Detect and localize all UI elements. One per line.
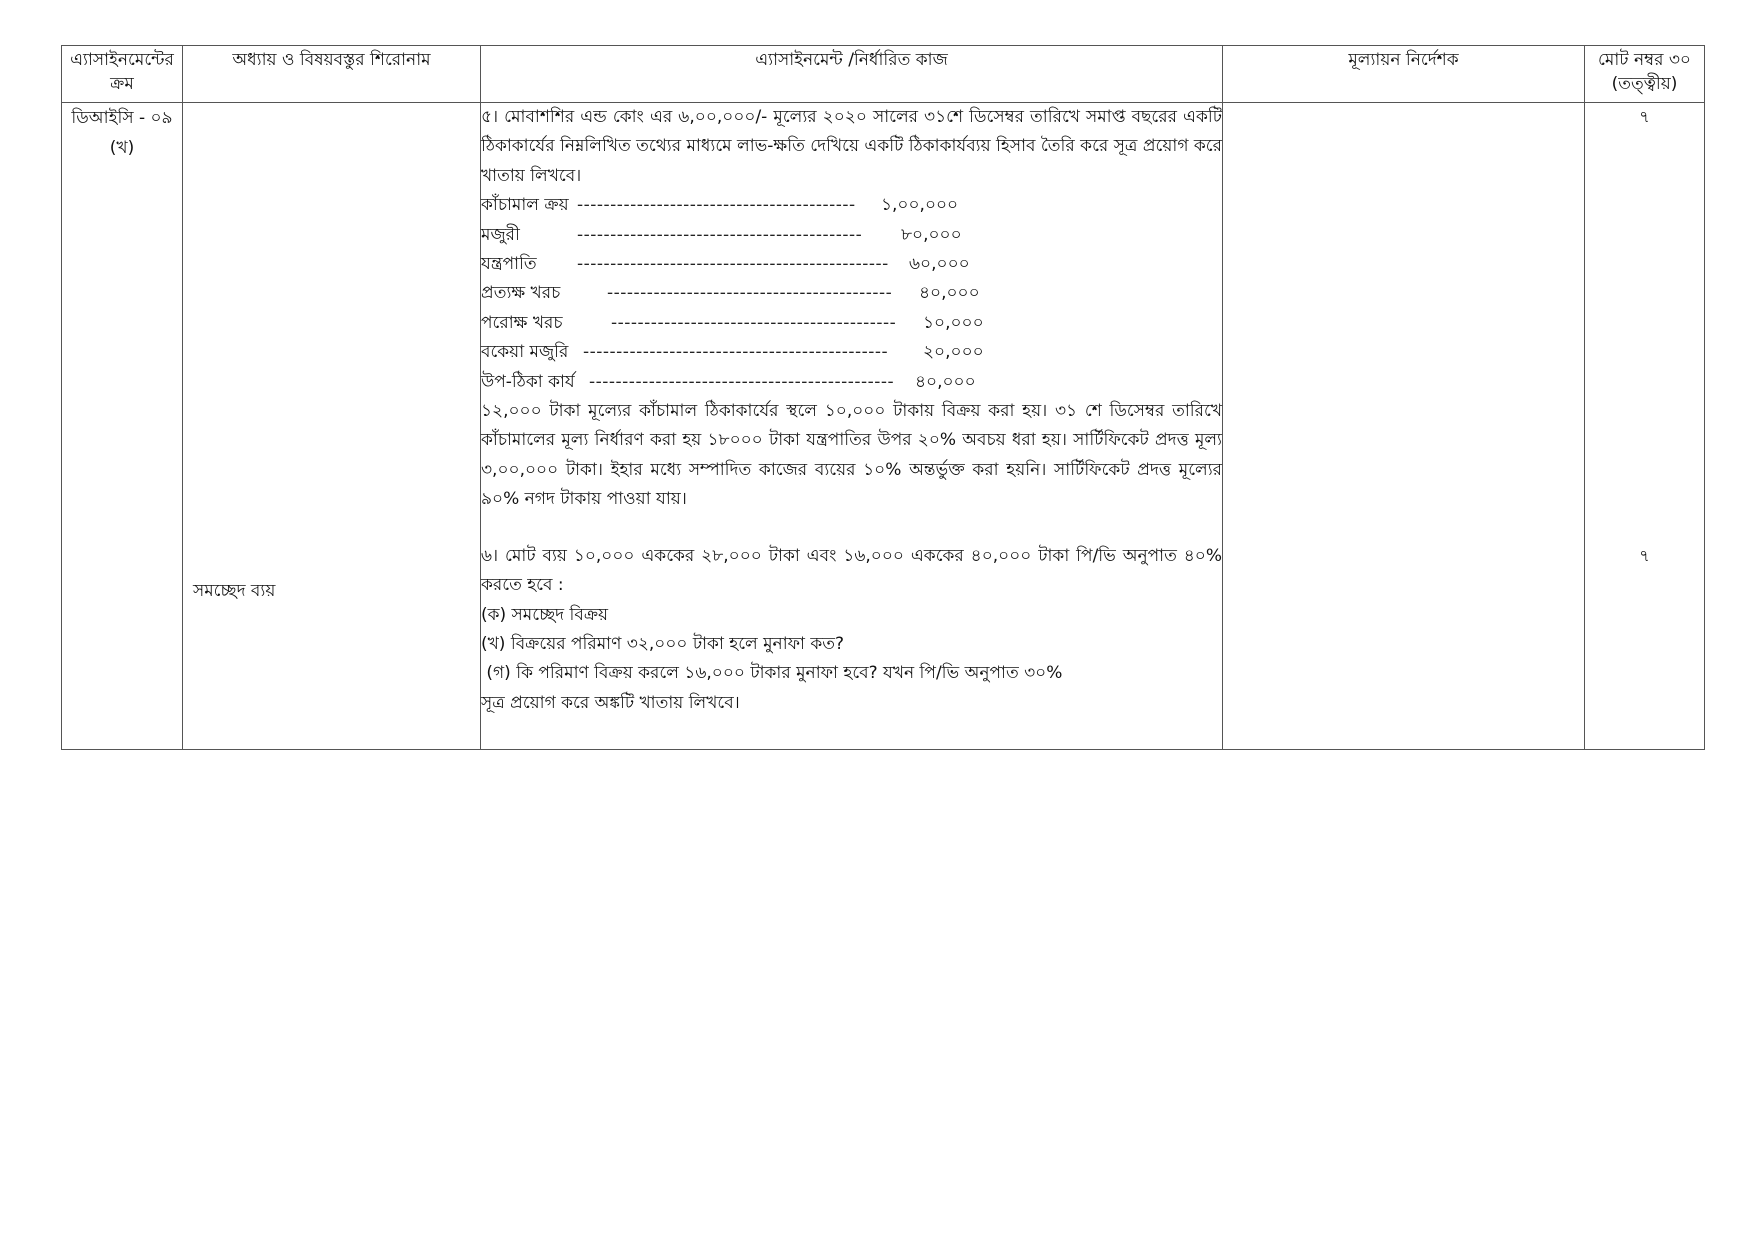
- ledger-amount: ২০,০০০: [923, 342, 984, 363]
- ledger-dashes: -------------------------------------------: [611, 312, 897, 333]
- task6-item-c: (গ) কি পরিমাণ বিক্রয় করলে ১৬,০০০ টাকার মুনাফা হবে? যখন পি/ভি অনুপাত ৩০%: [481, 663, 1063, 684]
- ledger-amount: ১০,০০০: [923, 312, 984, 333]
- task6-closing: সূত্র প্রয়োগ করে অঙ্কটি খাতায় লিখবে।: [481, 692, 740, 713]
- task5-intro: ৫। মোবাশশির এন্ড কোং এর ৬,০০,০০০/- মূল্যের ২০২০ সালের ৩১শে ডিসেম্বর তারিখে সমাপ্ত বছরের একটি ঠিকাকার্যের নিম্নলিখিত তথ্যের মাধ্যমে লাভ-ক্ষতি দেখিয়ে একটি ঠিকাকার্যব্যয় হিসাব তৈরি করে সূত্র প্রয়োগ করে খাতায় লিখবে।: [481, 107, 1222, 186]
- serial-cell: ডিআইসি - ০৯ (খ): [62, 103, 183, 750]
- marks-task5: ৭: [1639, 107, 1650, 126]
- ledger-row: [481, 221, 1222, 250]
- ledger-dashes: -------------------------------------------: [607, 283, 893, 304]
- task6-item-b: (খ) বিক্রয়ের পরিমাণ ৩২,০০০ টাকা হলে মুনাফা কত?: [481, 633, 845, 654]
- table-row: [62, 103, 1705, 750]
- ledger-dashes: -----------------------------------------------: [577, 254, 889, 275]
- ledger-label: উপ-ঠিকা কার্য: [481, 371, 575, 392]
- ledger-amount: ৪০,০০০: [915, 371, 976, 392]
- ledger-label: প্রত্যক্ষ খরচ: [481, 283, 561, 304]
- ledger-row: [481, 279, 1222, 308]
- table-header-row: [62, 46, 1705, 103]
- header-evaluation-rubric: মূল্যায়ন নির্দেশক: [1223, 46, 1585, 103]
- ledger-amount: ৮০,০০০: [901, 224, 962, 245]
- ledger-row: [481, 191, 1222, 220]
- header-total-marks: মোট নম্বর ৩০ (তত্ত্বীয়): [1585, 46, 1705, 103]
- marks-task6: ৭: [1639, 546, 1650, 565]
- ledger-dashes: ----------------------------------------------: [589, 371, 895, 392]
- ledger-label: বকেয়া মজুরি: [481, 342, 569, 363]
- ledger-dashes: -------------------------------------------: [577, 224, 863, 245]
- ledger-amount: ৪০,০০০: [919, 283, 980, 304]
- assignment-task-cell: [481, 103, 1223, 750]
- ledger-label: কাঁচামাল ক্রয়: [481, 195, 569, 216]
- header-chapter-title: অধ্যায় ও বিষয়বস্তুর শিরোনাম: [183, 46, 481, 103]
- ledger-dashes: ----------------------------------------------: [583, 342, 889, 363]
- ledger-label: যন্ত্রপাতি: [481, 254, 537, 275]
- task6-intro: ৬। মোট ব্যয় ১০,০০০ এককের ২৮,০০০ টাকা এবং ১৬,০০০ এককের ৪০,০০০ টাকা পি/ভি অনুপাত ৪০% করতে হবে :: [481, 545, 1222, 596]
- paragraph-gap: [481, 515, 1222, 542]
- marks-cell: [1585, 103, 1705, 750]
- ledger-label: মজুরী: [481, 224, 520, 245]
- ledger-row: [481, 250, 1222, 279]
- ledger-row: [481, 309, 1222, 338]
- task6-item-a: (ক) সমচ্ছেদ বিক্রয়: [481, 604, 609, 625]
- chapter-title-text: সমচ্ছেদ ব্যয়: [193, 581, 276, 601]
- ledger-row: [481, 368, 1222, 397]
- ledger-row: [481, 338, 1222, 367]
- task5-ledger: [481, 191, 1222, 397]
- ledger-amount: ১,০০,০০০: [881, 195, 959, 216]
- task5-notes: ১২,০০০ টাকা মূল্যের কাঁচামাল ঠিকাকার্যের স্থলে ১০,০০০ টাকায় বিক্রয় করা হয়। ৩১ শে ডিসেম্বর তারিখে কাঁচামালের মূল্য নির্ধারণ করা হয় ১৮০০০ টাকা যন্ত্রপাতির উপর ২০% অবচয় ধরা হয়। সার্টিফিকেট প্রদত্ত মূল্য ৩,০০,০০০ টাকা। ইহার মধ্যে সম্পাদিত কাজের ব্যয়ের ১০% অন্তর্ভুক্ত করা হয়নি। সার্টিফিকেট প্রদত্ত মূল্যের ৯০% নগদ টাকায় পাওয়া যায়।: [481, 401, 1222, 510]
- evaluation-rubric-cell: [1223, 103, 1585, 750]
- ledger-dashes: ------------------------------------------: [577, 195, 856, 216]
- header-serial: এ্যাসাইনমেন্টের ক্রম: [62, 46, 183, 103]
- ledger-label: পরোক্ষ খরচ: [481, 312, 563, 333]
- assignment-table: [61, 45, 1705, 750]
- ledger-amount: ৬০,০০০: [909, 254, 970, 275]
- header-assignment-task: এ্যাসাইনমেন্ট /নির্ধারিত কাজ: [481, 46, 1223, 103]
- chapter-title-cell: [183, 103, 481, 750]
